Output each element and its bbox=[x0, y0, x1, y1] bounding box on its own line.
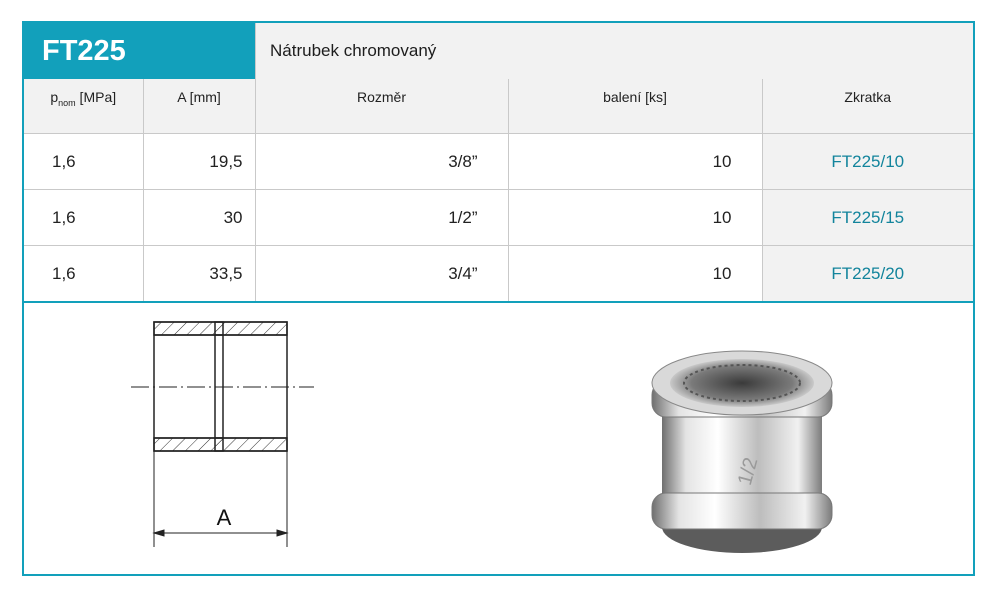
table-row bbox=[24, 134, 973, 190]
cell-pressure: 1,6 bbox=[24, 246, 143, 303]
table-row bbox=[24, 190, 973, 246]
cell-code: FT225/20 bbox=[762, 246, 973, 303]
cell-a: 30 bbox=[143, 190, 255, 246]
cell-pack: 10 bbox=[508, 246, 762, 303]
cell-pack: 10 bbox=[508, 190, 762, 246]
cell-code: FT225/15 bbox=[762, 190, 973, 246]
photo-marking: 1/2 bbox=[733, 455, 763, 488]
dimension-a bbox=[154, 451, 287, 547]
cell-pressure: 1,6 bbox=[24, 134, 143, 190]
cell-a: 19,5 bbox=[143, 134, 255, 190]
table-row bbox=[24, 246, 973, 303]
col-header-pressure: $p_{nom}$ [MPa] bbox=[24, 79, 143, 134]
technical-drawing bbox=[126, 319, 326, 551]
spec-table bbox=[24, 79, 973, 303]
cell-size: 3/8” bbox=[255, 134, 508, 190]
col-header-size: Rozměr bbox=[255, 79, 508, 134]
cell-a: 33,5 bbox=[143, 246, 255, 303]
cell-pressure: 1,6 bbox=[24, 190, 143, 246]
table-header-row bbox=[24, 79, 973, 134]
cell-size: 3/4” bbox=[255, 246, 508, 303]
product-card bbox=[22, 21, 975, 576]
col-header-pack: balení [ks] bbox=[508, 79, 762, 134]
cell-code: FT225/10 bbox=[762, 134, 973, 190]
product-code: FT225 bbox=[24, 23, 255, 79]
col-header-code: Zkratka bbox=[762, 79, 973, 134]
product-title: Nátrubek chromovaný bbox=[255, 23, 973, 79]
cell-size: 1/2” bbox=[255, 190, 508, 246]
product-photo bbox=[636, 341, 848, 569]
cell-pack: 10 bbox=[508, 134, 762, 190]
dimension-label: A bbox=[216, 505, 232, 530]
card-header bbox=[24, 23, 973, 79]
col-header-a: A [mm] bbox=[143, 79, 255, 134]
